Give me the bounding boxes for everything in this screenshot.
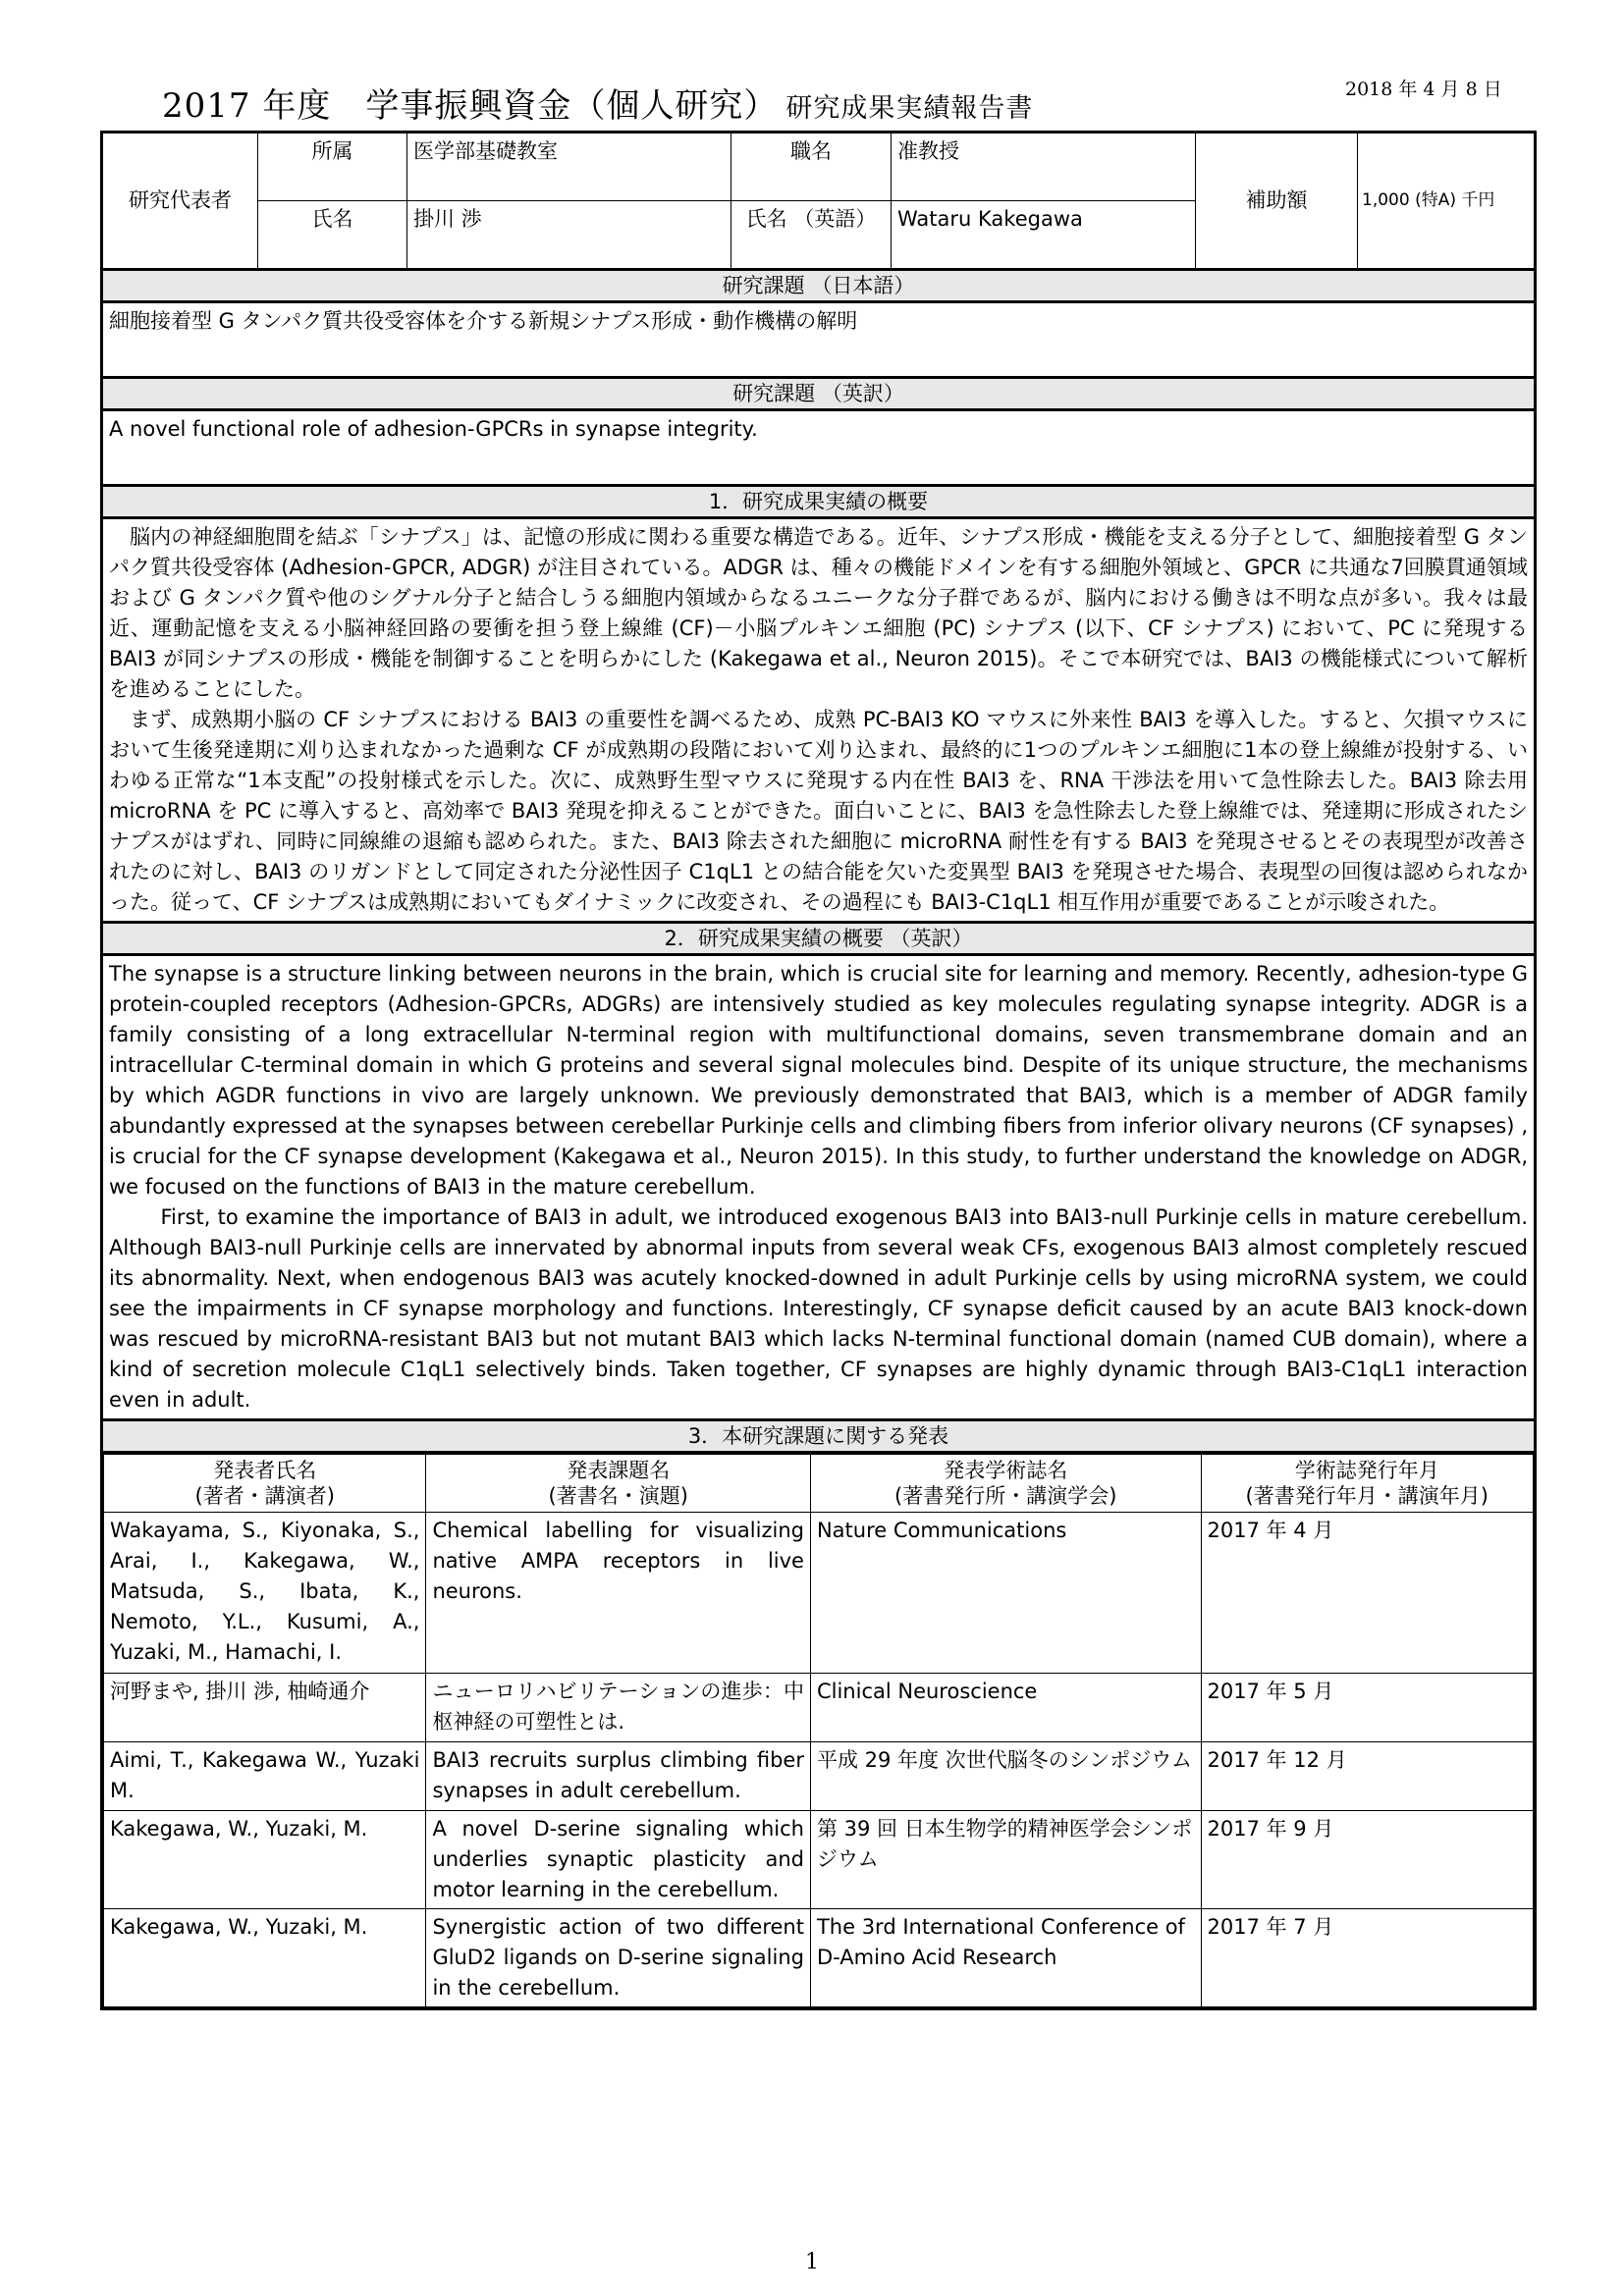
summary-en-paragraph: First, to examine the importance of BAI3 in adult, we introduced exogenous BAI3 into BAI3-null Purkinje cells in mature cerebellum. Although BAI3-null Purkinje cells are innervated by abnormal inputs from several weak CFs, exogenous BAI3 almost completely rescued its abnormality. Next, when endogenous BAI3 was acutely knocked-downed in adult Purkinje cells by using microRNA system, we could see the impairments in CF synapse morphology and functions. Interestingly, CF synapse deficit caused by an acute BAI3 knock-down was rescued by microRNA-resistant BAI3 but not mutant BAI3 which lacks N-terminal functional domain (named CUB domain), where a kind of secretion molecule C1qL1 selectively binds. Taken together, CF synapses are highly dynamic through BAI3-C1qL1 interaction even in adult. xyxy=(109,1205,1528,1412)
affil-value: 医学部基礎教室 xyxy=(407,133,731,201)
table-row xyxy=(104,1742,1534,1811)
summary-ja-paragraph: まず、成熟期小脳の CF シナプスにおける BAI3 の重要性を調べるため、成熟 PC-BAI3 KO マウスに外来性 BAI3 を導入した。すると、欠損マウスにおいて生後発達期に刈り込まれなかった過剰な CF が成熟期の段階において刈り込まれ、最終的に1つのプルキンエ細胞に1本の登上線維が投射する、いわゆる正常な“1本支配”の投射様式を示した。次に、成熟野生型マウスに発現する内在性 BAI3 を、RNA 干渉法を用いて急性除去した。BAI3 除去用 microRNA を PC に導入すると、高効率で BAI3 発現を抑えることができた。面白いことに、BAI3 を急性除去した登上線維では、発達期に形成されたシナプスがはずれ、同時に同線維の退縮も認められた。また、BAI3 除去された細胞に microRNA 耐性を有する BAI3 を発現させるとその表現型が改善されたのに対し、BAI3 のリガンドとして同定された分泌性因子 C1qL1 との結合能を欠いた変異型 BAI3 を発現させた場合、表現型の回復は認められなかった。従って、CF シナプスは成熟期においてもダイナミックに改変され、その過程にも BAI3-C1qL1 相互作用が重要であることが示唆された。 xyxy=(109,708,1528,914)
pub-date: 2017 年 7 月 xyxy=(1201,1909,1534,2007)
pub-venue: 平成 29 年度 次世代脳冬のシンポジウム xyxy=(810,1742,1201,1811)
title-suffix: 研究成果実績報告書 xyxy=(785,93,1034,124)
title-main: 2017 年度 学事振興資金（個人研究） xyxy=(162,86,779,126)
position-label: 職名 xyxy=(731,133,892,201)
table-row xyxy=(104,1909,1534,2007)
topic-ja-text: 細胞接着型 G タンパク質共役受容体を介する新規シナプス形成・動作機構の解明 xyxy=(102,302,1536,378)
position-value: 准教授 xyxy=(892,133,1196,201)
pub-venue: 第 39 回 日本生物学的精神医学会シンポジウム xyxy=(810,1811,1201,1909)
col-date-header: 学術誌発行年月 (著書発行年月・講演年月) xyxy=(1201,1455,1534,1513)
name-label: 氏名 xyxy=(258,201,407,270)
topic-ja-heading: 研究課題 （日本語） xyxy=(102,270,1536,302)
name-en-label: 氏名 （英語） xyxy=(731,201,892,270)
name-value: 掛川 渉 xyxy=(407,201,731,270)
grant-label: 補助額 xyxy=(1196,133,1358,270)
summary-ja-heading: 1．研究成果実績の概要 xyxy=(102,486,1536,518)
table-row xyxy=(104,1811,1534,1909)
summary-en-body xyxy=(102,955,1536,1420)
report-form xyxy=(100,131,1537,2010)
pub-title: Chemical labelling for visualizing native AMPA receptors in live neurons. xyxy=(426,1513,811,1674)
topic-en-text: A novel functional role of adhesion-GPCRs in synapse integrity. xyxy=(102,410,1536,486)
name-en-value: Wataru Kakegawa xyxy=(892,201,1196,270)
pub-venue: Clinical Neuroscience xyxy=(810,1674,1201,1742)
affil-label: 所属 xyxy=(258,133,407,201)
grant-value: 1,000 (特A) 千円 xyxy=(1358,133,1536,270)
table-row xyxy=(104,1674,1534,1742)
topic-en-heading: 研究課題 （英訳） xyxy=(102,378,1536,410)
pub-venue: Nature Communications xyxy=(810,1513,1201,1674)
pub-authors: Kakegawa, W., Yuzaki, M. xyxy=(104,1811,426,1909)
publications-cell xyxy=(102,1453,1536,2009)
summary-ja-paragraph: 脳内の神経細胞間を結ぶ「シナプス」は、記憶の形成に関わる重要な構造である。近年、シナプス形成・機能を支える分子として、細胞接着型 G タンパク質共役受容体 (Adhesion-GPCR, ADGR) が注目されている。ADGR は、種々の機能ドメインを有する細胞外領域と、GPCR に共通な7回膜貫通領域および G タンパク質や他のシグナル分子と結合しうる細胞内領域からなるユニークな分子群であるが、脳内における働きは不明な点が多い。我々は最近、運動記憶を支える小脳神経回路の要衝を担う登上線維 (CF)－小脳プルキンエ細胞 (PC) シナプス (以下、CF シナプス) において、PC に発現する BAI3 が同シナプスの形成・機能を制御することを明らかにした (Kakegawa et al., Neuron 2015)。そこで本研究では、BAI3 の機能様式について解析を進めることにした。 xyxy=(109,525,1528,701)
page-number: 1 xyxy=(805,2250,819,2274)
summary-en-paragraph: The synapse is a structure linking between neurons in the brain, which is crucial site for learning and memory. Recently, adhesion-type G protein-coupled receptors (Adhesion-GPCRs, ADGRs) are intensively studied as key molecules regulating synapse integrity. ADGR is a family consisting of a long extracellular N-terminal region with multifunctional domains, seven transmembrane domain and an intracellular C-terminal domain in which G proteins and several signal molecules bind. Despite of its unique structure, the mechanisms by which AGDR functions in vivo are largely unknown. We previously demonstrated that BAI3, which is a member of ADGR family abundantly expressed at the synapses between cerebellar Purkinje cells and climbing fibers from inferior olivary neurons (CF synapses) , is crucial for the CF synapse development (Kakegawa et al., Neuron 2015). In this study, to further understand the knowledge on ADGR, we focused on the functions of BAI3 in the mature cerebellum. xyxy=(109,962,1528,1199)
pub-title: Synergistic action of two different GluD2 ligands on D-serine signaling in the cerebellum. xyxy=(426,1909,811,2007)
pub-date: 2017 年 12 月 xyxy=(1201,1742,1534,1811)
rep-label: 研究代表者 xyxy=(102,133,258,270)
table-row xyxy=(104,1513,1534,1674)
summary-ja-body xyxy=(102,518,1536,923)
pub-title: BAI3 recruits surplus climbing fiber synapses in adult cerebellum. xyxy=(426,1742,811,1811)
pub-date: 2017 年 5 月 xyxy=(1201,1674,1534,1742)
pub-authors: Aimi, T., Kakegawa W., Yuzaki M. xyxy=(104,1742,426,1811)
pub-authors: Kakegawa, W., Yuzaki, M. xyxy=(104,1909,426,2007)
pub-date: 2017 年 4 月 xyxy=(1201,1513,1534,1674)
pub-title: A novel D-serine signaling which underlies synaptic plasticity and motor learning in the cerebellum. xyxy=(426,1811,811,1909)
col-venue-header: 発表学術誌名 (著書発行所・講演学会) xyxy=(810,1455,1201,1513)
pub-authors: Wakayama, S., Kiyonaka, S., Arai, I., Kakegawa, W., Matsuda, S., Ibata, K., Nemoto, Y.L., Kusumi, A., Yuzaki, M., Hamachi, I. xyxy=(104,1513,426,1674)
pub-title: ニューロリハビリテーションの進歩：中枢神経の可塑性とは. xyxy=(426,1674,811,1742)
pub-venue: The 3rd International Conference of D-Amino Acid Research xyxy=(810,1909,1201,2007)
summary-en-heading: 2．研究成果実績の概要 （英訳） xyxy=(102,923,1536,955)
pub-date: 2017 年 9 月 xyxy=(1201,1811,1534,1909)
col-authors-header: 発表者氏名 (著者・講演者) xyxy=(104,1455,426,1513)
pub-authors: 河野まや, 掛川 渉, 柚崎通介 xyxy=(104,1674,426,1742)
page-title xyxy=(162,79,1033,127)
report-date: 2018 年 4 月 8 日 xyxy=(1345,79,1502,100)
col-title-header: 発表課題名 (著書名・演題) xyxy=(426,1455,811,1513)
publications-heading: 3．本研究課題に関する発表 xyxy=(102,1420,1536,1453)
publications-table xyxy=(103,1454,1534,2007)
